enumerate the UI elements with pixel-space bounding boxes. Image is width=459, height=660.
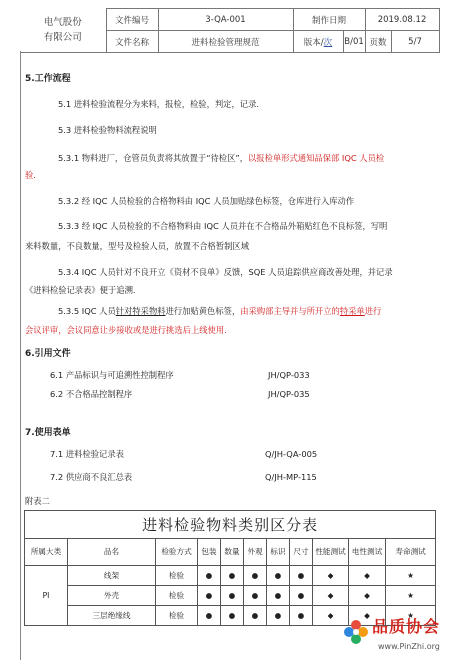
para-5-3-5-a6: 进行	[364, 306, 382, 316]
para-5-3-4-line2: 《进料检验记录表》便于追溯.	[25, 285, 136, 295]
mark-quantity: ●	[221, 586, 244, 606]
para-5-3-1-line2: 验.	[25, 170, 36, 180]
appendix-label: 附表二	[25, 496, 50, 506]
item-method: 检验	[156, 566, 198, 586]
para-5-3: 5.3 进料检验物料流程说明	[58, 125, 157, 135]
col-header-dimension: 尺寸	[290, 539, 313, 566]
page-value: 5/7	[391, 31, 439, 53]
item-method: 检验	[156, 606, 198, 626]
form-7-2-code: Q/JH-MP-115	[265, 472, 317, 482]
col-header-method: 检验方式	[156, 539, 198, 566]
mark-dimension: ●	[290, 606, 313, 626]
date-value: 2019.08.12	[365, 9, 439, 31]
para-5-3-1-a: 5.3.1 物料进厂，仓管员负责将其放置于“待检区”，	[58, 153, 248, 163]
form-7-2-name: 7.2 供应商不良汇总表	[50, 472, 133, 482]
col-header-name: 品名	[68, 539, 156, 566]
item-name: 外壳	[68, 586, 156, 606]
watermark-url: www.PinZhi.org	[378, 642, 440, 651]
flower-logo-icon	[342, 618, 370, 646]
mark-electrical: ◆	[349, 566, 386, 586]
mark-packaging: ●	[198, 606, 221, 626]
document-header-table	[20, 8, 440, 53]
mark-performance: ◆	[313, 566, 349, 586]
section-5-title: 5.工作流程	[25, 74, 71, 84]
company-name	[20, 9, 106, 53]
mark-marking: ●	[267, 566, 290, 586]
para-5-3-5-a5: 特采单	[339, 306, 365, 316]
mark-quantity: ●	[221, 566, 244, 586]
ref-6-2-code: JH/QP-035	[268, 389, 310, 399]
watermark-logo	[340, 612, 452, 658]
col-header-marking: 标识	[267, 539, 290, 566]
doc-no-value: 3-QA-001	[158, 9, 293, 31]
mark-electrical: ◆	[349, 586, 386, 606]
document-page	[20, 8, 439, 660]
item-name: 线架	[68, 566, 156, 586]
company-line-2: 有限公司	[43, 32, 82, 44]
para-5-3-5-a2: 针对特采物料	[115, 306, 166, 316]
mark-performance: ◆	[313, 586, 349, 606]
mark-marking: ●	[267, 586, 290, 606]
doc-name-label: 文件名称	[106, 31, 158, 53]
para-5-3-5-a3: 进行加贴黄色标签，	[165, 306, 241, 316]
mark-packaging: ●	[198, 566, 221, 586]
version-label-a: 版本/	[303, 37, 324, 48]
version-label	[293, 31, 343, 53]
version-value: B/01	[343, 31, 365, 53]
version-label-b: 次	[323, 37, 333, 48]
col-header-life: 寿命测试	[386, 539, 436, 566]
table-row	[25, 586, 436, 606]
para-5-3-4-line1: 5.3.4 IQC 人员针对不良开立《资材不良单》反馈，SQE 人员追踪供应商改善处理，并记录	[58, 267, 393, 277]
para-5-3-1-b: 以报检单形式通知品保部 IQC 人员检	[248, 153, 385, 163]
para-5-3-2: 5.3.2 经 IQC 人员检验的合格物料由 IQC 人员加贴绿色标签，仓库进行入库动作	[58, 196, 355, 206]
ref-6-1-code: JH/QP-033	[268, 370, 310, 380]
mark-quantity: ●	[221, 606, 244, 626]
para-5-3-5-line2: 会议评审，会议同意让步接收或是进行挑选后上线使用.	[25, 325, 227, 335]
ref-6-2-name: 6.2 不合格品控制程序	[50, 389, 133, 399]
date-label: 制作日期	[293, 9, 365, 31]
item-name: 三层绝缘线	[68, 606, 156, 626]
doc-name-value: 进料检验管理规范	[158, 31, 293, 53]
para-5-1: 5.1 进料检验流程分为来料，报检，检验，判定，记录.	[58, 99, 260, 109]
mark-appearance: ●	[244, 606, 267, 626]
para-5-3-3-line2: 来料数量，不良数量，型号及检验人员，放置不合格暂制区域	[25, 241, 250, 251]
mark-appearance: ●	[244, 586, 267, 606]
para-5-3-5-a1: 5.3.5 IQC 人员	[58, 306, 116, 316]
company-line-1: 电气股份	[43, 17, 82, 29]
mark-dimension: ●	[290, 566, 313, 586]
para-5-3-5-a4: 由采购部主导并与所开立的	[240, 306, 340, 316]
item-method: 检验	[156, 586, 198, 606]
mark-performance: ◆	[313, 606, 349, 626]
mark-appearance: ●	[244, 566, 267, 586]
col-header-category: 所属大类	[25, 539, 68, 566]
para-5-3-1-line1	[58, 153, 384, 164]
table-row	[25, 566, 436, 586]
para-5-3-5-line1	[58, 306, 381, 317]
col-header-electrical: 电性测试	[349, 539, 386, 566]
class-table-title: 进料检验物料类别区分表	[25, 511, 436, 539]
col-header-appearance: 外观	[244, 539, 267, 566]
doc-no-label: 文件编号	[106, 9, 158, 31]
mark-electrical: ◆	[349, 606, 386, 626]
col-header-packaging: 包装	[198, 539, 221, 566]
section-7-title: 7.使用表单	[25, 428, 71, 438]
mark-dimension: ●	[290, 586, 313, 606]
mark-life: ★	[386, 566, 436, 586]
ref-6-1-name: 6.1 产品标识与可追溯性控制程序	[50, 370, 174, 380]
col-header-performance: 性能测试	[313, 539, 349, 566]
mark-life: ★	[386, 586, 436, 606]
mark-life: ★	[386, 606, 436, 626]
form-7-1-code: Q/JH-QA-005	[265, 449, 318, 459]
para-5-3-3-line1: 5.3.3 经 IQC 人员检验的不合格物料由 IQC 人员并在不合格品外箱贴红色不良标签，写明	[58, 221, 388, 231]
mark-packaging: ●	[198, 586, 221, 606]
section-6-title: 6.引用文件	[25, 349, 71, 359]
col-header-quantity: 数量	[221, 539, 244, 566]
form-7-1-name: 7.1 进料检验记录表	[50, 449, 124, 459]
material-class-table	[24, 510, 436, 626]
left-border-line	[20, 51, 21, 660]
watermark-name: 品质协会	[372, 617, 441, 636]
page-label: 页数	[365, 31, 391, 53]
category-cell: PI	[25, 566, 68, 626]
mark-marking: ●	[267, 606, 290, 626]
